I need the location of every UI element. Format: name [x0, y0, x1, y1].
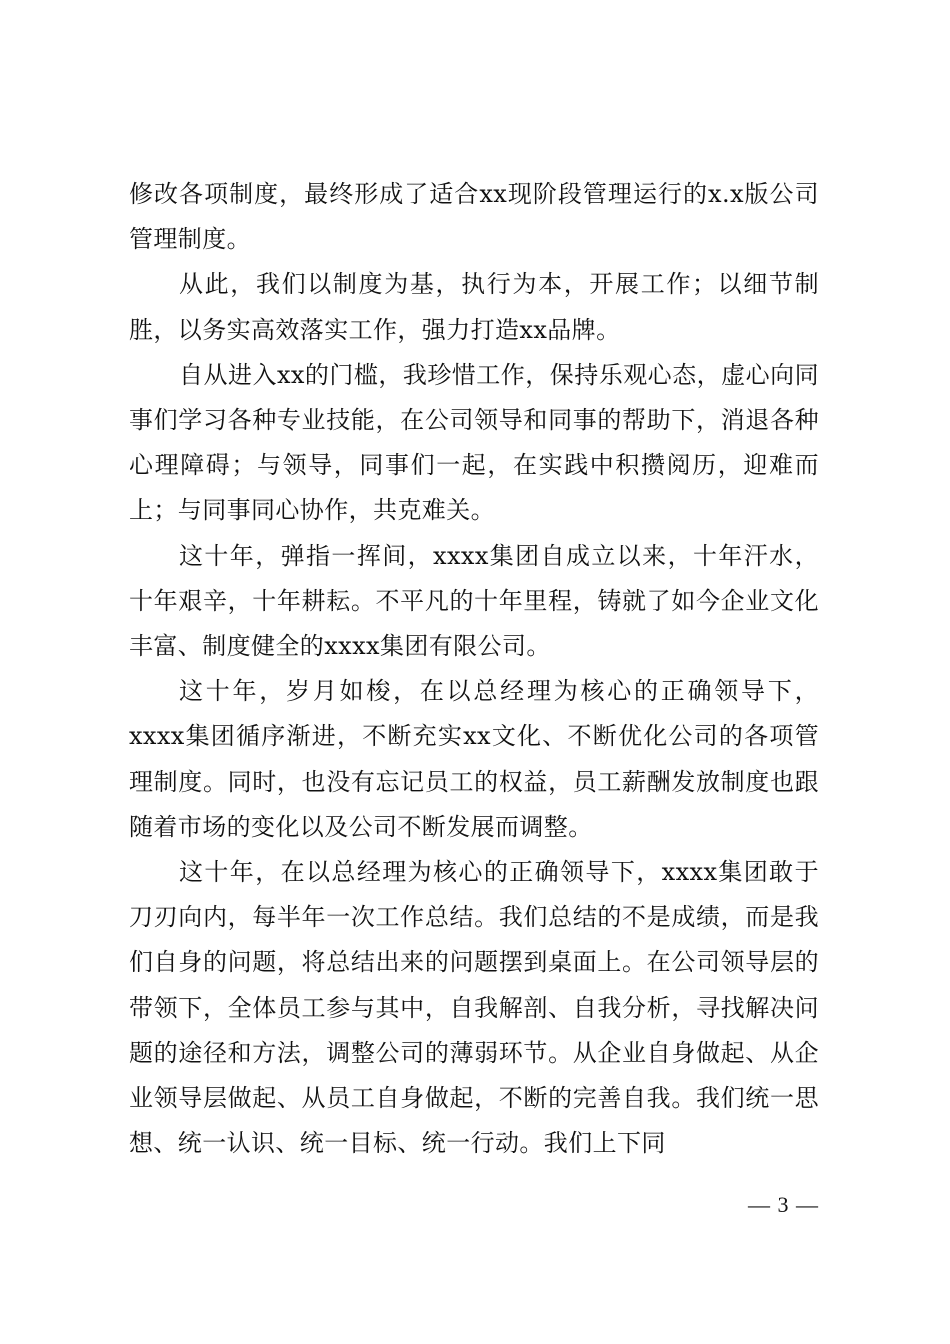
paragraph: 自从进入xx的门槛，我珍惜工作，保持乐观心态，虚心向同事们学习各种专业技能，在公司领导和同事的帮助下，消退各种心理障碍；与领导，同事们一起，在实践中积攒阅历，迎难而上；与同事同心协作，共克难关。 — [129, 360, 819, 525]
page-number: — 3 — — [748, 1192, 819, 1217]
paragraph: 从此，我们以制度为基，执行为本，开展工作；以细节制胜，以务实高效落实工作，强力打造xx品牌。 — [129, 270, 819, 344]
paragraph: 这十年，在以总经理为核心的正确领导下，xxxx集团敢于刀刃向内，每半年一次工作总结。我们总结的不是成绩，而是我们自身的问题，将总结出来的问题摆到桌面上。在公司领导层的带领下，全体员工参与其中，自我解剖、自我分析，寻找解决问题的途径和方法，调整公司的薄弱环节。从企业自身做起、从企业领导层做起、从员工自身做起，不断的完善自我。我们统一思想、统一认识、统一目标、统一行动。我们上下同 — [129, 858, 819, 1158]
body-text — [129, 172, 819, 1166]
paragraph-continuation: 修改各项制度，最终形成了适合xx现阶段管理运行的x.x版公司管理制度。 — [129, 180, 819, 254]
paragraph: 这十年，岁月如梭，在以总经理为核心的正确领导下，xxxx集团循序渐进，不断充实xx文化、不断优化公司的各项管理制度。同时，也没有忘记员工的权益，员工薪酬发放制度也跟随着市场的变化以及公司不断发展而调整。 — [129, 677, 819, 841]
paragraph: 这十年，弹指一挥间，xxxx集团自成立以来，十年汗水，十年艰辛，十年耕耘。不平凡的十年里程，铸就了如今企业文化丰富、制度健全的xxxx集团有限公司。 — [129, 541, 819, 661]
